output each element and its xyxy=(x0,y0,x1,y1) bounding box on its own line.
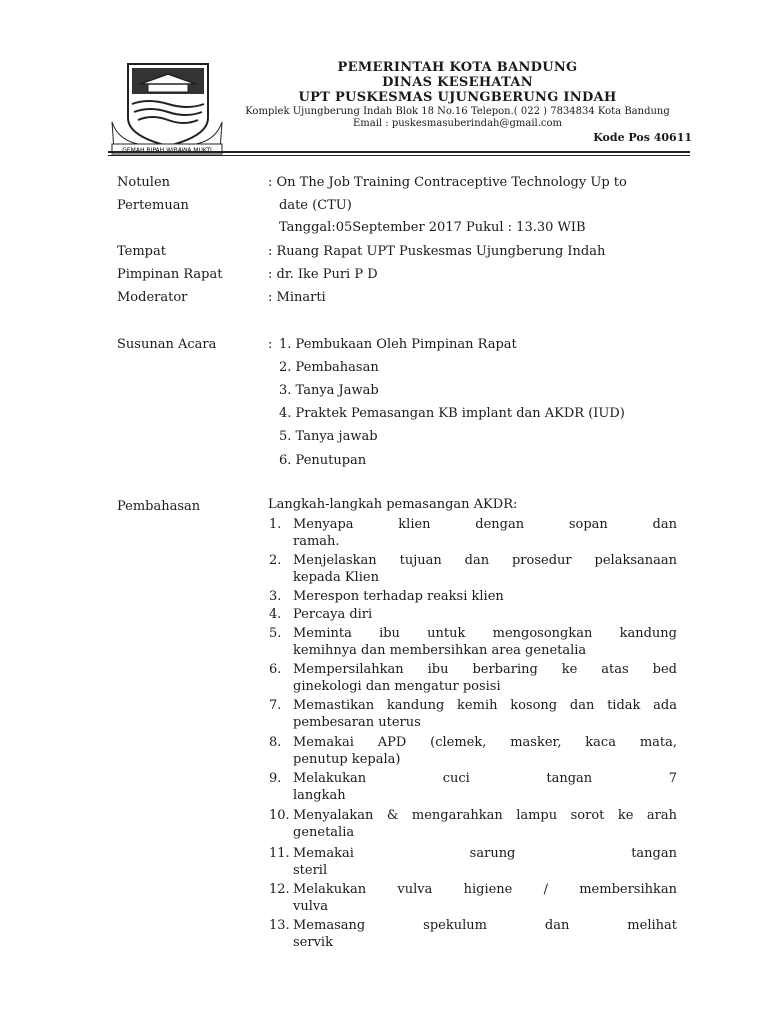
pertemuan-label: Pertemuan xyxy=(117,198,189,213)
step-number: 8. xyxy=(269,735,282,750)
step-number: 7. xyxy=(269,698,282,713)
step-item xyxy=(269,881,677,915)
meeting-date-time: Tanggal:05September 2017 Pukul : 13.30 WIB xyxy=(279,220,586,235)
step-item xyxy=(269,770,677,804)
step-number: 3. xyxy=(269,589,282,604)
pembahasan-title: Langkah-langkah pemasangan AKDR: xyxy=(268,497,518,512)
step-text-cont: penutup kepala) xyxy=(293,752,401,767)
header-line-1: PEMERINTAH KOTA BANDUNG xyxy=(337,60,578,75)
susunan-colon: : xyxy=(268,337,273,352)
moderator-label: Moderator xyxy=(117,290,188,305)
step-text: Memakai APD (clemek, masker, kaca mata, xyxy=(293,735,677,750)
postal-code: Kode Pos 40611 xyxy=(593,131,692,144)
step-number: 9. xyxy=(269,771,282,786)
step-item xyxy=(269,917,677,951)
agenda-item: 1. Pembukaan Oleh Pimpinan Rapat xyxy=(279,337,517,352)
agenda-item: 3. Tanya Jawab xyxy=(279,383,379,398)
letterhead xyxy=(215,60,700,130)
agenda-item: 5. Tanya jawab xyxy=(279,429,378,444)
step-text: Menyapa klien dengan sopan dan xyxy=(293,517,677,532)
step-item xyxy=(269,845,677,879)
step-item xyxy=(269,734,677,768)
step-text-cont: servik xyxy=(293,935,333,950)
step-number: 1. xyxy=(269,517,282,532)
step-text-cont: langkah xyxy=(293,788,346,803)
header-address: Komplek Ujungberung Indah Blok 18 No.16 Telepon.( 022 ) 7834834 Kota Bandung xyxy=(245,106,670,117)
city-logo xyxy=(108,60,226,156)
step-item xyxy=(269,807,677,841)
step-text-cont: pembesaran uterus xyxy=(293,715,421,730)
notulen-value: : On The Job Training Contraceptive Technology Up to xyxy=(268,175,627,190)
step-number: 2. xyxy=(269,553,282,568)
moderator-value: : Minarti xyxy=(268,290,326,305)
header-line-2: DINAS KESEHATAN xyxy=(382,75,533,90)
step-item xyxy=(269,606,677,623)
step-text-cont: genetalia xyxy=(293,825,355,840)
step-text: Melakukan cuci tangan 7 xyxy=(293,771,677,786)
agenda-item: 4. Praktek Pemasangan KB implant dan AKDR (IUD) xyxy=(279,406,625,421)
step-number: 13. xyxy=(269,918,290,933)
step-number: 4. xyxy=(269,607,282,622)
step-number: 5. xyxy=(269,626,282,641)
tempat-label: Tempat xyxy=(117,244,166,259)
pimpinan-label: Pimpinan Rapat xyxy=(117,267,223,282)
step-text-cont: kemihnya dan membersihkan area genetalia xyxy=(293,643,587,658)
step-text: Merespon terhadap reaksi klien xyxy=(293,589,504,604)
step-text-cont: kepada Klien xyxy=(293,570,379,585)
step-text-cont: vulva xyxy=(293,899,328,914)
step-number: 6. xyxy=(269,662,282,677)
step-item xyxy=(269,552,677,586)
susunan-label: Susunan Acara xyxy=(117,337,217,352)
step-text: Meminta ibu untuk mengosongkan kandung xyxy=(293,626,677,641)
step-text: Menyalakan & mengarahkan lampu sorot ke arah xyxy=(293,808,677,823)
pembahasan-label: Pembahasan xyxy=(117,499,201,514)
step-text: Mempersilahkan ibu berbaring ke atas bed xyxy=(293,662,677,677)
step-item xyxy=(269,661,677,695)
step-text: Menjelaskan tujuan dan prosedur pelaksanaan xyxy=(293,553,677,568)
header-rule-thin xyxy=(108,155,690,156)
step-text-cont: ginekologi dan mengatur posisi xyxy=(293,679,501,694)
step-text: Memastikan kandung kemih kosong dan tidak ada xyxy=(293,698,677,713)
step-number: 12. xyxy=(269,882,290,897)
tempat-value: : Ruang Rapat UPT Puskesmas Ujungberung Indah xyxy=(268,244,606,259)
header-email: Email : puskesmasuberindah@gmail.com xyxy=(352,118,563,129)
step-number: 10. xyxy=(269,808,290,823)
step-text-cont: steril xyxy=(293,863,328,878)
step-text: Percaya diri xyxy=(293,607,373,622)
step-text-cont: ramah. xyxy=(293,534,340,549)
notulen-label: Notulen xyxy=(117,175,171,190)
pimpinan-value: : dr. Ike Puri P D xyxy=(268,267,378,282)
notulen-value-cont: date (CTU) xyxy=(279,198,352,213)
step-text: Melakukan vulva higiene / membersihkan xyxy=(293,882,677,897)
step-item xyxy=(269,697,677,731)
step-item xyxy=(269,516,677,550)
agenda-item: 6. Penutupan xyxy=(279,453,367,468)
step-number: 11. xyxy=(269,846,290,861)
header-rule xyxy=(108,151,690,153)
step-item xyxy=(269,588,677,605)
step-text: Memasang spekulum dan melihat xyxy=(293,918,677,933)
agenda-item: 2. Pembahasan xyxy=(279,360,379,375)
header-line-3: UPT PUSKESMAS UJUNGBERUNG INDAH xyxy=(298,90,617,105)
step-item xyxy=(269,625,677,659)
step-text: Memakai sarung tangan xyxy=(293,846,677,861)
